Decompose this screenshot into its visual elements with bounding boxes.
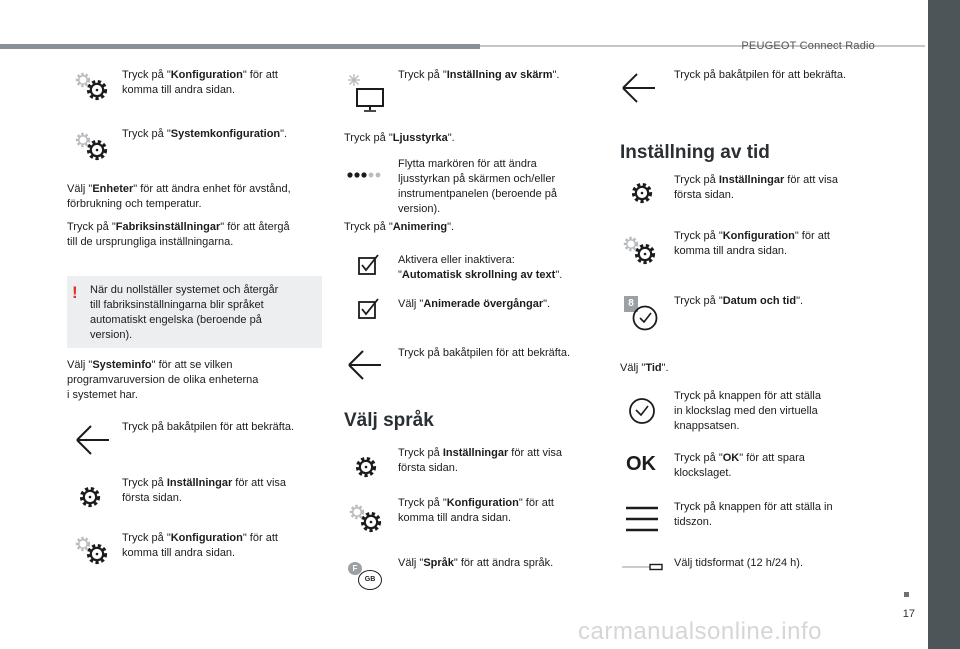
col3-step-config: Tryck på "Konfiguration" för att komma till andra sidan. bbox=[674, 230, 830, 257]
col3-step-keypad: Tryck på knappen för att ställa in klockslag med den virtuella knappsatsen. bbox=[674, 390, 821, 432]
col3-step-settings: Tryck på Inställningar för att visa första sidan. bbox=[674, 174, 839, 201]
top-rule bbox=[0, 44, 480, 49]
col1-para-factory: Tryck på "Fabriksinställningar" för att återgå till de ursprungliga inställningarna. bbox=[67, 221, 290, 248]
settings-double-gear-icon bbox=[348, 500, 388, 538]
col2-para-animation: Tryck på "Animering". bbox=[344, 221, 455, 233]
col2-step-autoscroll: Aktivera eller inaktivera: "Automatisk skrollning av text". bbox=[398, 254, 563, 281]
watermark: carmanualsonline.info bbox=[578, 618, 822, 645]
warning-note-text: När du nollställer systemet och återgår till fabriksinställningarna blir språket automatiskt engelska (beroende på version). bbox=[90, 284, 279, 341]
settings-gear-icon bbox=[628, 178, 658, 208]
timezone-list-icon bbox=[624, 504, 660, 534]
col1-step-back: Tryck på bakåtpilen för att bekräfta. bbox=[122, 421, 295, 433]
col1-para-sysinfo: Välj "Systeminfo" för att se vilken programvaruversion de olika enheterna i systemet har. bbox=[67, 359, 259, 401]
col2-para-brightness: Tryck på "Ljusstyrka". bbox=[344, 132, 455, 144]
screen-brightness-icon bbox=[344, 72, 388, 112]
checkbox-icon bbox=[358, 254, 382, 278]
settings-double-gear-icon bbox=[74, 68, 114, 106]
col3-step-back: Tryck på bakåtpilen för att bekräfta. bbox=[674, 69, 847, 81]
col3-step-datetime: Tryck på "Datum och tid". bbox=[674, 295, 804, 307]
col2-step-screen: Tryck på "Inställning av skärm". bbox=[398, 69, 560, 81]
page-marker bbox=[904, 592, 909, 597]
back-arrow-icon bbox=[76, 424, 112, 456]
side-tab bbox=[928, 0, 960, 649]
warning-icon: ! bbox=[72, 283, 78, 302]
slider-dots-icon bbox=[346, 170, 390, 180]
settings-double-gear-icon bbox=[622, 232, 662, 270]
col2-step-back: Tryck på bakåtpilen för att bekräfta. bbox=[398, 347, 571, 359]
settings-double-gear-icon bbox=[74, 128, 114, 166]
back-arrow-icon bbox=[622, 72, 658, 104]
col1-para-units: Välj "Enheter" för att ändra enhet för avstånd, förbrukning och temperatur. bbox=[67, 183, 291, 210]
col1-step1: Tryck på "Konfiguration" för att komma till andra sidan. bbox=[122, 69, 278, 96]
clock-icon bbox=[630, 304, 660, 332]
settings-gear-icon bbox=[352, 452, 382, 482]
settings-gear-icon bbox=[76, 482, 106, 512]
col2-step-config: Tryck på "Konfiguration" för att komma till andra sidan. bbox=[398, 497, 554, 524]
col1-step-config: Tryck på "Konfiguration" för att komma till andra sidan. bbox=[122, 532, 278, 559]
settings-double-gear-icon bbox=[74, 532, 114, 570]
time-format-toggle-icon bbox=[620, 562, 664, 572]
ok-button-icon: OK bbox=[626, 453, 656, 475]
col1-step-settings: Tryck på Inställningar för att visa första sidan. bbox=[122, 477, 287, 504]
language-flag-from: F bbox=[348, 562, 362, 575]
checkbox-icon bbox=[358, 298, 382, 322]
col1-step2: Tryck på "Systemkonfiguration". bbox=[122, 128, 288, 140]
clock-check-icon bbox=[626, 396, 658, 426]
col3-step-format: Välj tidsformat (12 h/24 h). bbox=[674, 557, 804, 569]
col3-step-timezone: Tryck på knappen för att ställa in tidszon. bbox=[674, 501, 833, 528]
heading-time: Inställning av tid bbox=[620, 142, 770, 163]
col3-para-time: Välj "Tid". bbox=[620, 362, 669, 374]
col2-step-settings: Tryck på Inställningar för att visa första sidan. bbox=[398, 447, 563, 474]
calendar-badge: 8 bbox=[624, 296, 638, 312]
col3-step-ok: Tryck på "OK" för att spara klockslaget. bbox=[674, 452, 805, 479]
back-arrow-icon bbox=[348, 349, 384, 381]
language-flag-to: GB bbox=[358, 570, 382, 590]
date-time-icon bbox=[624, 296, 664, 332]
heading-language: Välj språk bbox=[344, 410, 434, 431]
header-title: PEUGEOT Connect Radio bbox=[741, 40, 875, 52]
col2-step-slider: Flytta markören för att ändra ljusstyrkan på skärmen och/eller instrumentpanelen (beroende på version). bbox=[398, 158, 558, 215]
language-flag-icon bbox=[346, 560, 386, 592]
page-number: 17 bbox=[902, 608, 915, 620]
col2-step-transitions: Välj "Animerade övergångar". bbox=[398, 298, 551, 310]
col2-step-language: Välj "Språk" för att ändra språk. bbox=[398, 557, 554, 569]
